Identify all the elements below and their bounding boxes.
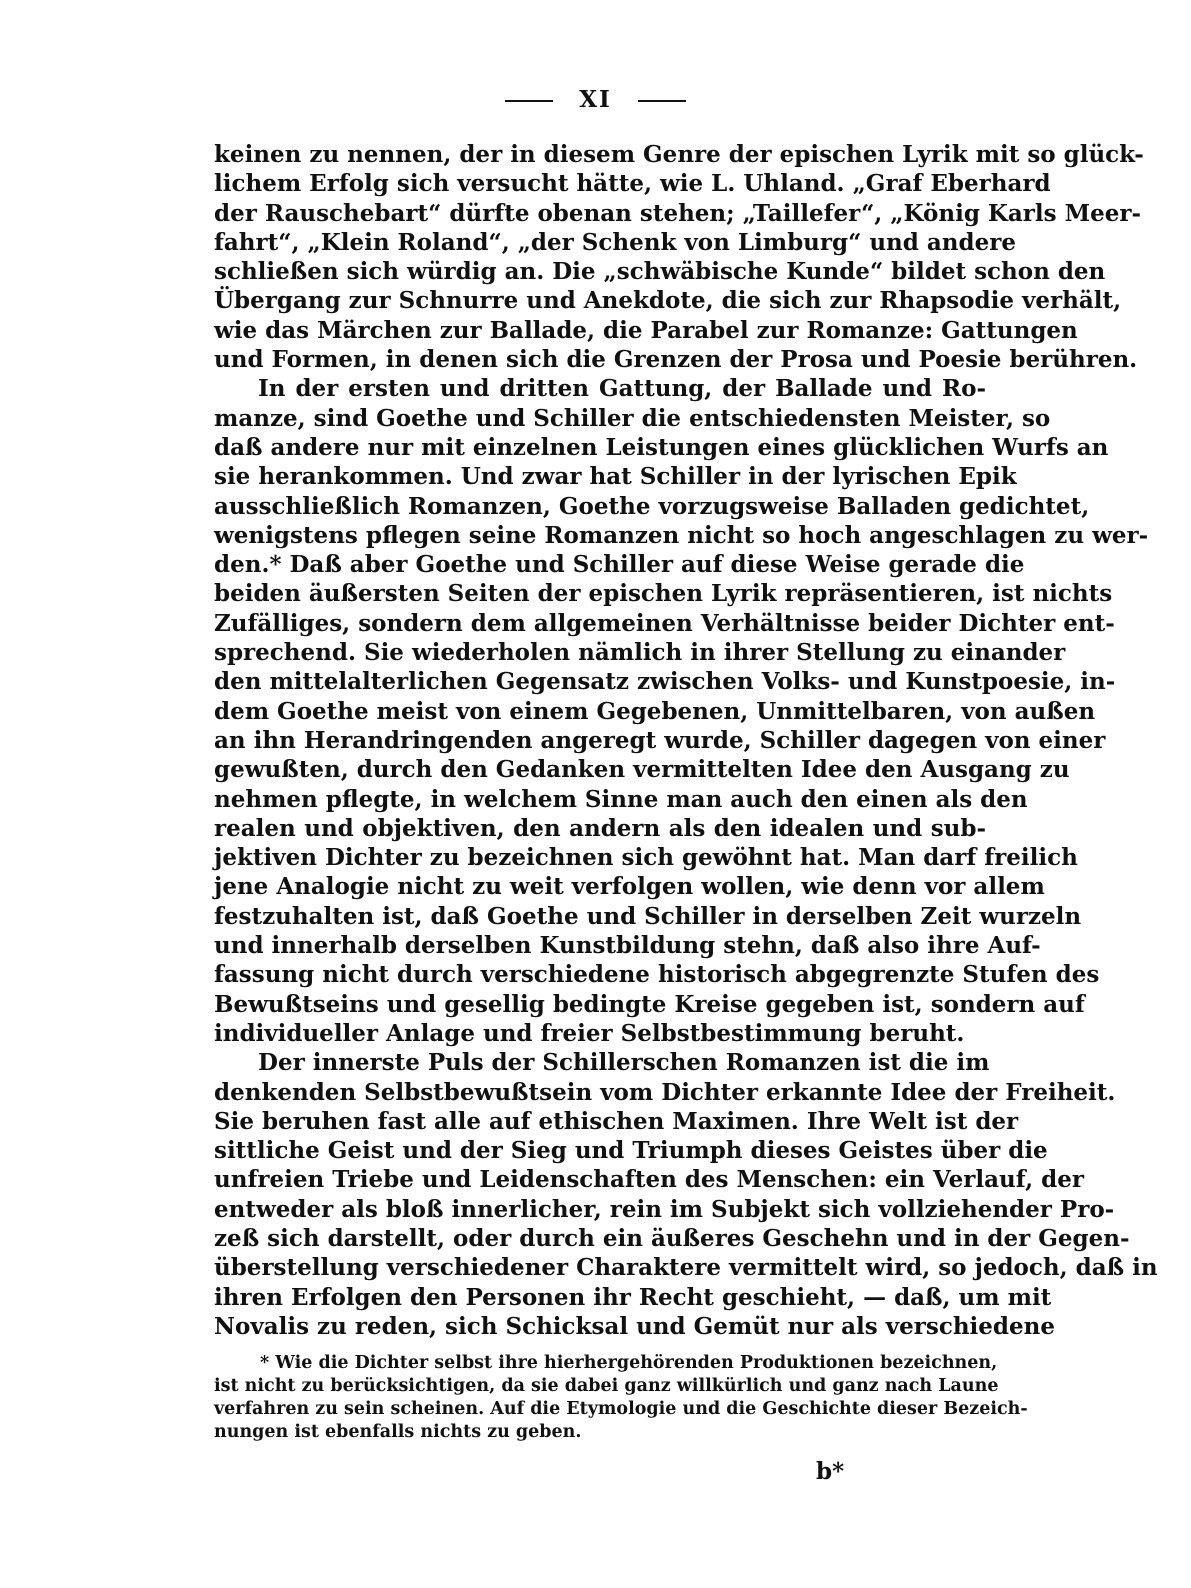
text-line: ausschließlich Romanzen, Goethe vorzugsweise Balladen gedichtet, (214, 492, 1090, 520)
text-line: denkenden Selbstbewußtsein vom Dichter erkannte Idee der Freiheit. (214, 1078, 1116, 1106)
text-line: zeß sich darstellt, oder durch ein äußeres Geschehn und in der Gegen- (214, 1224, 1130, 1252)
footnote-line: ist nicht zu berücksichtigen, da sie dabei ganz willkürlich und ganz nach Laune (214, 1376, 999, 1396)
text-line: schließen sich würdig an. Die „schwäbische Kunde“ bildet schon den (214, 258, 1106, 286)
text-line: fahrt“, „Klein Roland“, „der Schenk von Limburg“ und andere (214, 228, 1016, 256)
text-line: den.* Daß aber Goethe und Schiller auf diese Weise gerade die (214, 551, 1025, 579)
text-line: Der innerste Puls der Schillerschen Romanzen ist die im (258, 1049, 990, 1077)
text-line: Novalis zu reden, sich Schicksal und Gemüt nur als verschiedene (214, 1312, 1055, 1340)
header-rule-right (638, 100, 686, 102)
text-line: entweder als bloß innerlicher, rein im Subjekt sich vollziehender Pro- (214, 1195, 1115, 1223)
footnote-line: nungen ist ebenfalls nichts zu geben. (214, 1422, 582, 1442)
text-line: sie herankommen. Und zwar hat Schiller in der lyrischen Epik (214, 463, 1017, 491)
header-rule-left (505, 100, 553, 102)
text-line: wie das Märchen zur Ballade, die Parabel zur Romanze: Gattungen (214, 316, 1078, 344)
text-line: gewußten, durch den Gedanken vermittelten Idee den Ausgang zu (214, 756, 1070, 784)
text-line: den mittelalterlichen Gegensatz zwischen Volks- und Kunstpoesie, in- (214, 668, 1116, 696)
text-line: wenigstens pflegen seine Romanzen nicht so hoch angeschlagen zu wer- (214, 521, 1149, 549)
text-line: In der ersten und dritten Gattung, der Ballade und Ro- (258, 375, 986, 403)
text-line: daß andere nur mit einzelnen Leistungen eines glücklichen Wurfs an (214, 433, 1109, 461)
text-line: dem Goethe meist von einem Gegebenen, Unmittelbaren, von außen (214, 697, 1096, 725)
text-line: sprechend. Sie wiederholen nämlich in ihrer Stellung zu einander (214, 639, 1066, 667)
text-line: jektiven Dichter zu bezeichnen sich gewöhnt hat. Man darf freilich (214, 844, 1078, 872)
text-line: jene Analogie nicht zu weit verfolgen wollen, wie denn vor allem (214, 873, 1045, 901)
text-line: überstellung verschiedener Charaktere vermittelt wird, so jedoch, daß in (214, 1254, 1158, 1282)
text-line: sittliche Geist und der Sieg und Triumph dieses Geistes über die (214, 1137, 1048, 1165)
text-line: an ihn Herandringenden angeregt wurde, Schiller dagegen von einer (214, 726, 1106, 754)
text-line: manze, sind Goethe und Schiller die entschiedensten Meister, so (214, 404, 1051, 432)
footnote-block (214, 1352, 1028, 1444)
text-line: realen und objektiven, den andern als den idealen und sub- (214, 814, 986, 842)
text-line: beiden äußersten Seiten der epischen Lyrik repräsentieren, ist nichts (214, 580, 1113, 608)
footnote-line: verfahren zu sein scheinen. Auf die Etymologie und die Geschichte dieser Bezeich- (214, 1399, 1028, 1419)
page-header (0, 86, 1191, 113)
text-line: unfreien Triebe und Leidenschaften des Menschen: ein Verlauf, der (214, 1166, 1085, 1194)
body-text (214, 140, 1158, 1341)
text-line: fassung nicht durch verschiedene historisch abgegrenzte Stufen des (214, 961, 1100, 989)
signature-mark: b* (816, 1458, 845, 1485)
text-line: ihren Erfolgen den Personen ihr Recht geschieht, — daß, um mit (214, 1283, 1052, 1311)
text-line: keinen zu nennen, der in diesem Genre der epischen Lyrik mit so glück- (214, 141, 1144, 168)
text-line: Bewußtseins und gesellig bedingte Kreise gegeben ist, sondern auf (214, 990, 1085, 1018)
footnote-line: * Wie die Dichter selbst ihre hierhergehörenden Produktionen bezeichnen, (260, 1353, 998, 1373)
text-line: Übergang zur Schnurre und Anekdote, die sich zur Rhapsodie verhält, (214, 287, 1122, 315)
text-line: und Formen, in denen sich die Grenzen der Prosa und Poesie berühren. (214, 346, 1138, 374)
text-line: festzuhalten ist, daß Goethe und Schiller in derselben Zeit wurzeln (214, 902, 1082, 930)
text-line: und innerhalb derselben Kunstbildung stehn, daß also ihre Auf- (214, 932, 1041, 960)
text-line: nehmen pflegte, in welchem Sinne man auch den einen als den (214, 785, 1028, 813)
text-line: der Rauschebart“ dürfte obenan stehen; „Taillefer“, „König Karls Meer- (214, 199, 1142, 227)
text-line: lichem Erfolg sich versucht hätte, wie L. Uhland. „Graf Eberhard (214, 170, 1051, 198)
text-line: individueller Anlage und freier Selbstbestimmung beruht. (214, 1019, 965, 1047)
page-number: XI (579, 86, 612, 113)
text-line: Sie beruhen fast alle auf ethischen Maximen. Ihre Welt ist der (214, 1107, 1019, 1135)
text-line: Zufälliges, sondern dem allgemeinen Verhältnisse beider Dichter ent- (214, 609, 1115, 637)
